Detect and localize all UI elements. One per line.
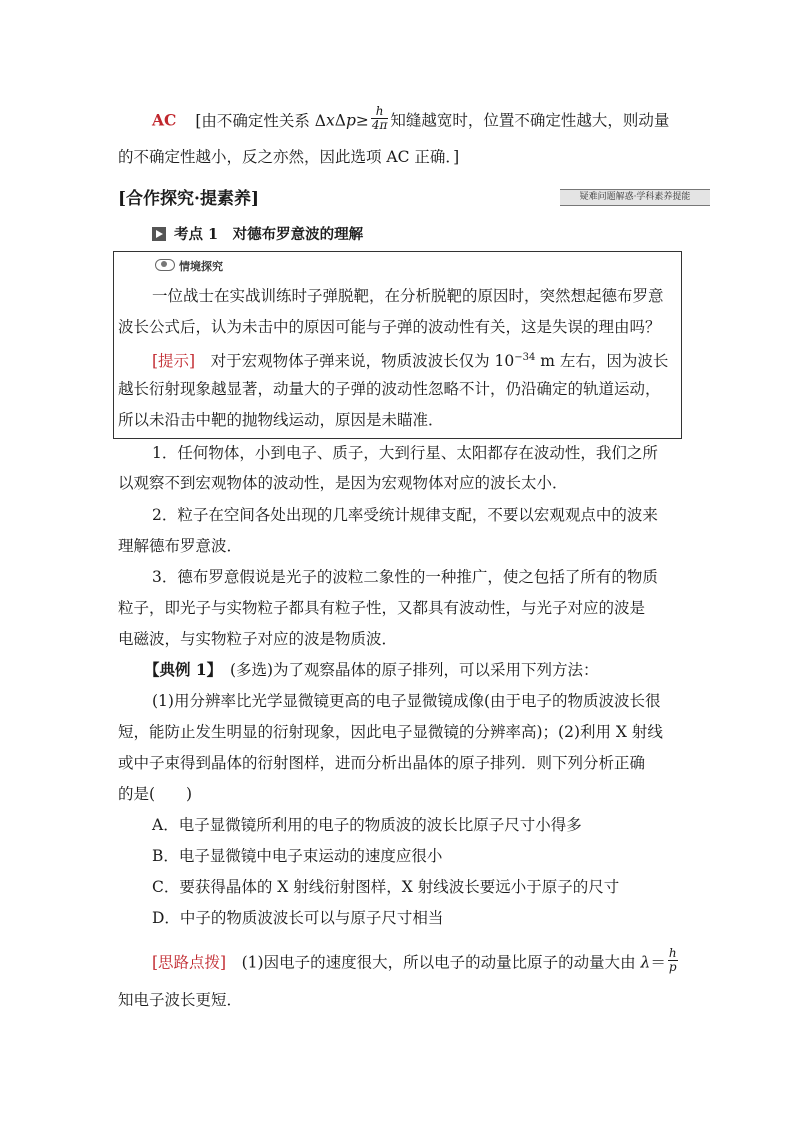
point-1-line-1: 1．任何物体，小到电子、质子，大到行星、太阳都存在波动性，我们之所	[152, 444, 658, 462]
analysis-line-1	[152, 946, 680, 977]
point-1-line-2: 以观察不到宏观物体的波动性，是因为宏观物体对应的波长太小．	[118, 474, 568, 492]
example-line-2: 短，能防止发生明显的衍射现象，因此电子显微镜的分辨率高)；(2)利用 X 射线	[118, 723, 663, 741]
hint-exponent: −34	[514, 352, 536, 363]
analysis-line-2: 知电子波长更短．	[118, 991, 243, 1009]
point-2-line-2: 理解德布罗意波．	[118, 537, 243, 555]
answer-line-2: 的不确定性越小，反之亦然，因此选项 AC 正确．]	[118, 148, 460, 166]
option-d: D．中子的物质波波长可以与原子尺寸相当	[152, 909, 444, 927]
answer-text-post: 知缝越宽时，位置不确定性越大，则动量	[390, 111, 670, 130]
option-c: C．要获得晶体的 X 射线衍射图样，X 射线波长要远小于原子的尺寸	[152, 878, 620, 896]
geq-symbol: ≥	[355, 111, 369, 130]
answer-line-1	[152, 104, 670, 135]
example-intro	[144, 660, 599, 680]
delta-symbol: Δ	[334, 111, 346, 130]
section-badge: 疑难问题解惑·学科素养提能	[560, 189, 710, 206]
var-x: x	[325, 111, 335, 130]
example-line-1: (1)用分辨率比光学显微镜更高的电子显微镜成像(由于电子的物质波波长很	[152, 692, 661, 710]
hint-line-3: 所以未沿击中靶的抛物线运动，原因是未瞄准．	[118, 411, 444, 429]
option-a: A．电子显微镜所利用的电子的物质波的波长比原子尺寸小得多	[152, 816, 582, 834]
example-label: 【典例 1】	[144, 660, 215, 679]
example-line-4: 的是( )	[118, 785, 193, 803]
var-p: p	[345, 111, 356, 130]
scenario-line-1: 一位战士在实战训练时子弹脱靶，在分析脱靶的原因时，突然想起德布罗意	[152, 287, 664, 305]
analysis-label: [思路点拨]	[152, 953, 227, 972]
scenario-line-2: 波长公式后，认为未击中的原因可能与子弹的波动性有关，这是失误的理由吗？	[118, 318, 661, 336]
hint-line-1	[152, 348, 668, 371]
example-line-3: 或中子束得到晶体的衍射图样，进而分析出晶体的原子排列．则下列分析正确	[118, 754, 646, 772]
section-title: [合作探究·提素养]	[118, 189, 260, 209]
fraction-denominator: p	[668, 960, 677, 974]
point-2-line-1: 2．粒子在空间各处出现的几率受统计规律支配，不要以宏观观点中的波来	[152, 506, 658, 524]
option-b: B．电子显微镜中电子束运动的速度应很小	[152, 847, 443, 865]
eye-icon	[155, 259, 175, 271]
h-over-p-fraction	[668, 947, 678, 974]
scenario-label-text: 情境探究	[179, 260, 223, 273]
answer-text-pre: [由不确定性关系 Δ	[195, 111, 326, 130]
point-3-line-3: 电磁波，与实物粒子对应的波是物质波．	[118, 630, 398, 648]
fraction-denominator: 4π	[371, 118, 388, 132]
topic-heading	[152, 223, 363, 244]
hint-text-pre: 对于宏观物体子弹来说，物质波波长仅为 10	[195, 352, 515, 371]
example-intro-text: (多选)为了观察晶体的原子排列，可以采用下列方法：	[214, 661, 599, 679]
hint-text-post: m 左右，因为波长	[535, 352, 669, 371]
topic-text: 考点 1 对德布罗意波的理解	[174, 226, 364, 243]
equals-symbol: ＝	[650, 953, 666, 972]
point-3-line-1: 3．德布罗意假说是光子的波粒二象性的一种推广，使之包括了所有的物质	[152, 568, 658, 586]
scenario-label	[155, 258, 223, 274]
hint-label: [提示]	[152, 352, 196, 371]
analysis-text: (1)因电子的速度很大，所以电子的动量比原子的动量大由	[226, 953, 641, 972]
fraction-numerator: h	[371, 105, 389, 119]
hint-line-2: 越长衍射现象越显著，动量大的子弹的波动性忽略不计，仍沿确定的轨道运动，	[118, 380, 661, 398]
h-over-4pi-fraction	[371, 105, 389, 132]
fraction-numerator: h	[668, 946, 677, 960]
answer-label: AC	[152, 110, 177, 130]
play-icon	[152, 227, 166, 241]
lambda-symbol: λ	[640, 953, 651, 972]
point-3-line-2: 粒子，即光子与实物粒子都具有粒子性，又都具有波动性，与光子对应的波是	[118, 599, 646, 617]
